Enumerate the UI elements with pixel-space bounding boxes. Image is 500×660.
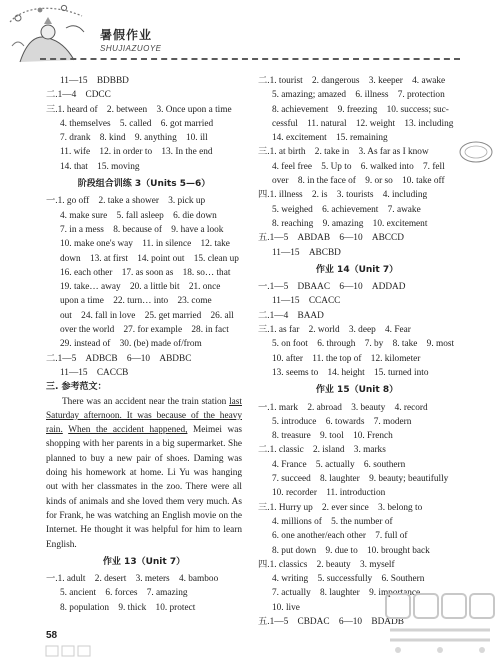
left-column	[46, 74, 242, 615]
answer-line: 8. put down 9. due to 10. brought back	[272, 545, 430, 556]
answer-line: 四.1. classics 2. beauty 3. myself	[258, 559, 395, 570]
answer-line: 一.1. mark 2. abroad 3. beauty 4. record	[258, 402, 428, 413]
answer-line: over the world 27. for example 28. in fact	[60, 325, 229, 336]
book-title: 暑假作业	[100, 28, 153, 42]
answer-line: 14. that 15. moving	[60, 161, 140, 172]
answer-line: 4. writing 5. successfully 6. Southern	[272, 574, 425, 585]
answer-line: 4. themselves 5. called 6. got married	[60, 118, 214, 129]
page-header	[0, 0, 500, 70]
answer-line: 11—15 CCACC	[272, 296, 341, 307]
answer-line: 三.1. as far 2. world 3. deep 4. Fear	[258, 325, 411, 336]
answer-line: 五.1—5 ABDAB 6—10 ABCCD	[258, 233, 404, 244]
answer-line: 三.1. Hurry up 2. ever since 3. belong to	[258, 502, 423, 513]
answer-line: over 8. in the face of 9. or so 10. take off	[272, 176, 445, 187]
stamp-icon	[458, 140, 494, 164]
answer-line: 一.1. adult 2. desert 3. meters 4. bamboo	[46, 574, 219, 585]
book-title-pinyin: SHUJIAZUOYE	[100, 44, 162, 53]
answer-line: 19. take… away 20. a little bit 21. once	[60, 282, 221, 293]
answer-line: 11—15 BDBBD	[60, 76, 129, 86]
answer-line: 11—15 CACCB	[60, 367, 129, 378]
answer-line: 10. make one's way 11. in silence 12. take	[60, 239, 230, 250]
answer-line: upon a time 22. turn… into 23. come	[60, 296, 212, 307]
answer-line: 8. achievement 9. freezing 10. success; suc-	[272, 104, 449, 115]
answer-line: 4. feel free 5. Up to 6. walked into 7. fell	[272, 161, 445, 172]
answer-line: 五.1—5 CBDAC 6—10 BDADB	[258, 616, 404, 627]
answer-line: 三.1. heard of 2. between 3. Once upon a time	[46, 104, 232, 115]
answer-line: 二.1—4 CDCC	[46, 90, 111, 101]
answer-line: 8. treasure 9. tool 10. French	[272, 431, 393, 442]
answer-line: 7. actually 8. laughter 9. importance	[272, 588, 421, 599]
essay-text: There was an accident near the train station	[62, 396, 230, 407]
answer-line: 四.1. illness 2. is 3. tourists 4. including	[258, 190, 428, 201]
answer-line: out 24. fall in love 25. get married 26. all	[60, 310, 234, 321]
answer-line: 10. live	[272, 602, 300, 613]
answer-line: 二.1—4 BAAD	[258, 310, 324, 321]
answer-line: 三.1. at birth 2. take in 3. As far as I know	[258, 147, 429, 158]
watermark-logo-icon	[384, 590, 496, 656]
essay-text: Meimei was shopping with her parents in a big supermarket. She planned to buy a new pair of shoes. Daming was doing his homework at home. Li Yu was hanging out with her classmates in the zoo. There were all kinds of animals and she loved them very much. As for Frank, he was watching an English movie on the Internet. He thought it was helpful for him to learn English.	[46, 425, 242, 550]
answer-line: 一.1—5 DBAAC 6—10 ADDAD	[258, 282, 406, 293]
answer-line: 二.1. classic 2. island 3. marks	[258, 445, 386, 456]
model-essay	[46, 395, 242, 552]
answer-line: 7. succeed 8. laughter 9. beauty; beautifully	[272, 474, 449, 485]
answer-line: 二.1. tourist 2. dangerous 3. keeper 4. awake	[258, 76, 446, 86]
answer-line: 10. recorder 11. introduction	[272, 488, 386, 499]
answer-line: 29. instead of 30. (be) made of/from	[60, 339, 202, 350]
answer-line: 5. weighed 6. achievement 7. awake	[272, 204, 421, 215]
answer-line: 4. millions of 5. the number of	[272, 516, 393, 527]
answer-line: 7. drank 8. kind 9. anything 10. ill	[60, 133, 208, 144]
answer-line: 10. after 11. the top of 12. kilometer	[272, 353, 421, 364]
answer-line: 6. one another/each other 7. full of	[272, 531, 408, 542]
essay-text-underlined: last Saturday afternoon. It was because of the heavy rain.	[46, 396, 242, 436]
answer-line: 5. introduce 6. towards 7. modern	[272, 416, 412, 427]
answer-line: down 13. at first 14. point out 15. clean up	[60, 253, 239, 264]
section-heading: 作业 14（Unit 7）	[315, 264, 399, 275]
answer-line: 4. make sure 5. fall asleep 6. die down	[60, 210, 217, 221]
section-heading: 作业 13（Unit 7）	[102, 556, 186, 567]
answer-line: 4. France 5. actually 6. southern	[272, 459, 406, 470]
answer-line: 二.1—5 ADBCB 6—10 ABDBC	[46, 353, 192, 364]
section-heading: 作业 15（Unit 8）	[315, 385, 399, 396]
answer-line: 5. ancient 6. forces 7. amazing	[60, 588, 188, 599]
watermark-icon	[44, 643, 104, 659]
page-number: 58	[46, 630, 58, 641]
answer-line: 一.1. go off 2. take a shower 3. pick up	[46, 196, 206, 207]
answer-line: 13. seems to 14. height 15. turned into	[272, 367, 429, 378]
answer-line: 11. wife 12. in order to 13. In the end	[60, 147, 213, 158]
essay-text-underlined: When the accident happened,	[68, 425, 188, 436]
answer-line: 5. amazing; amazed 6. illness 7. protection	[272, 90, 445, 101]
section-heading: 阶段组合训练 3（Units 5—6）	[77, 179, 211, 190]
header-divider	[40, 58, 460, 60]
answer-line: 7. in a mess 8. because of 9. have a look	[60, 224, 224, 235]
right-column	[258, 74, 456, 629]
answer-line: 14. excitement 15. remaining	[272, 133, 388, 144]
answer-line: 11—15 ABCBD	[272, 247, 341, 258]
answer-line: 8. population 9. thick 10. protect	[60, 602, 196, 613]
header-decoration-icon	[4, 2, 96, 64]
answer-line: 5. on foot 6. through 7. by 8. take 9. most	[272, 339, 455, 350]
answer-line: 8. reaching 9. amazing 10. excitement	[272, 218, 428, 229]
essay-label: 三. 参考范文：	[46, 382, 107, 393]
answer-line: 16. each other 17. as soon as 18. so… that	[60, 267, 231, 278]
answer-line: cessful 11. natural 12. weight 13. including	[272, 118, 454, 129]
